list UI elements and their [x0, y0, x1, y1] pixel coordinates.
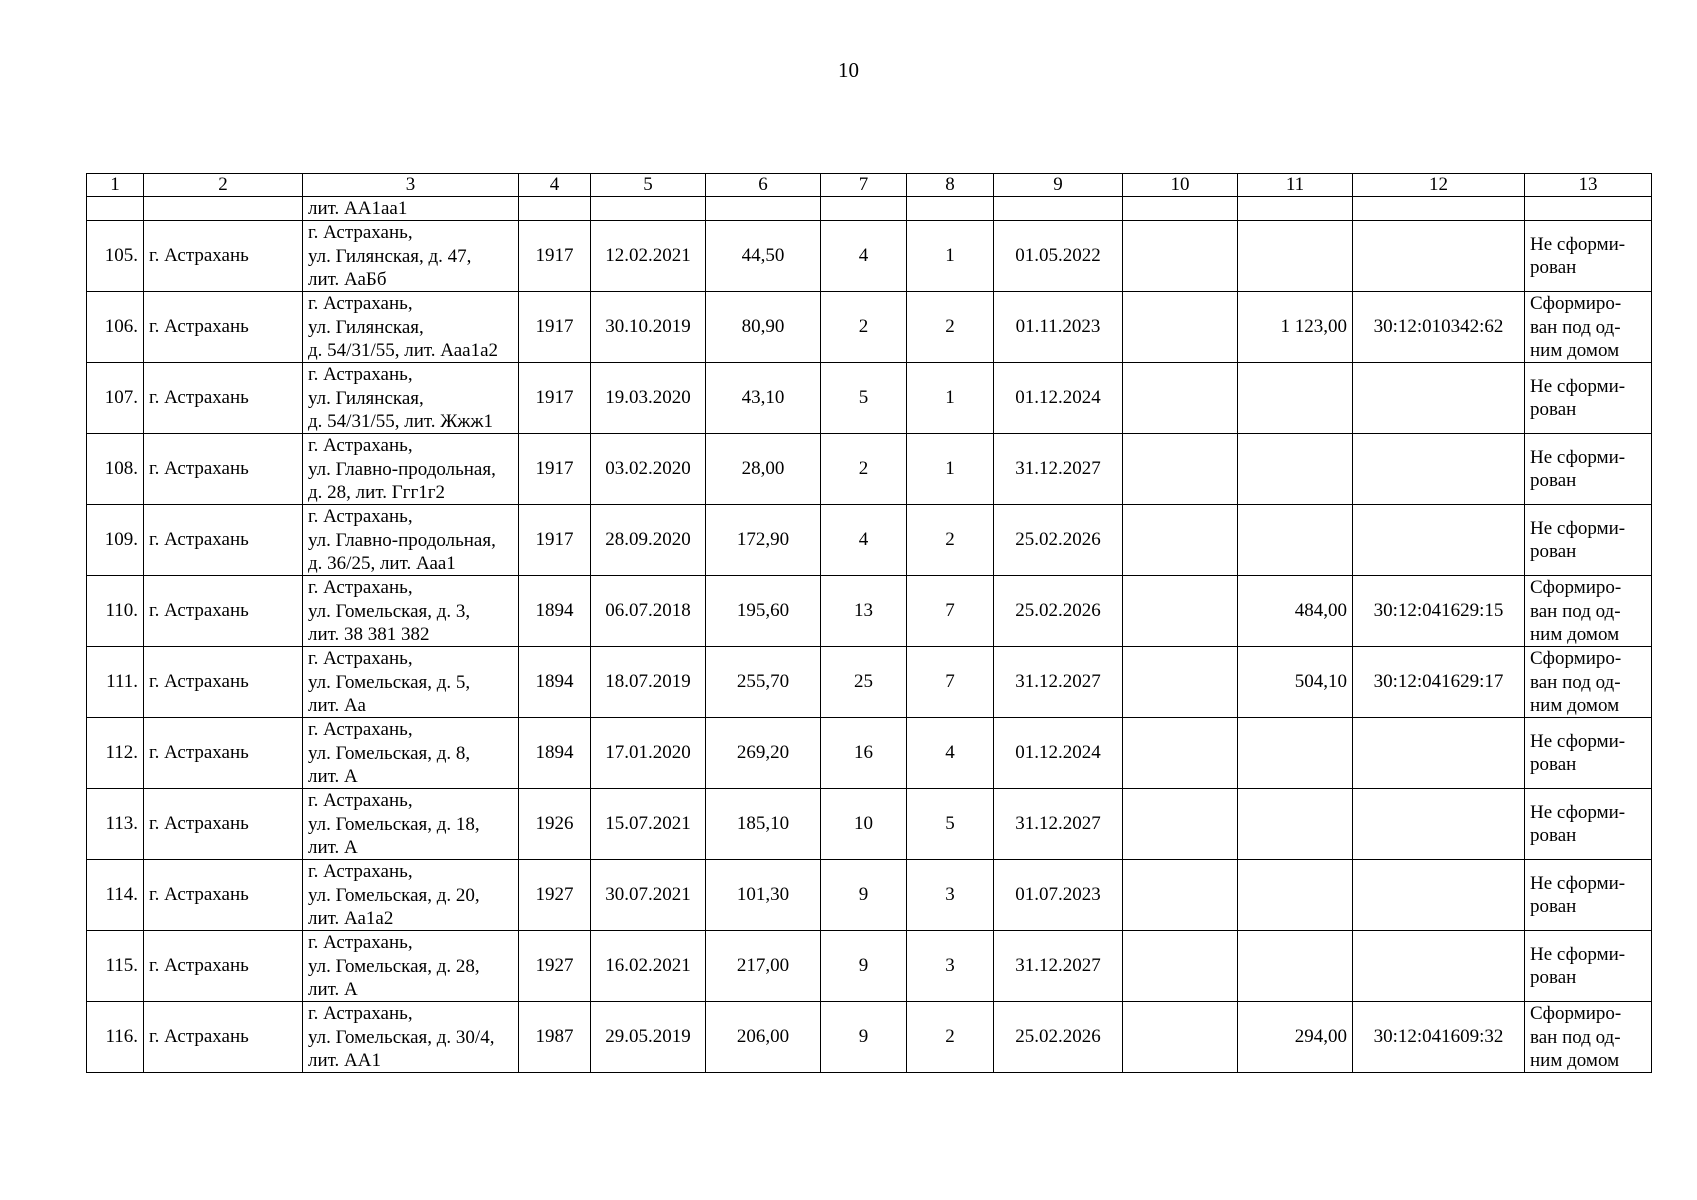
address-cell: г. Астрахань, ул. Главно-продольная, д. 36/25, лит. Ааа1: [303, 505, 519, 576]
address-cell: г. Астрахань, ул. Гилянская, д. 54/31/55, лит. Жжж1: [303, 363, 519, 434]
cadastral-number-cell: 30:12:041609:32: [1353, 1002, 1525, 1073]
year-built-cell: 1917: [519, 292, 591, 363]
recognition-date-cell: 06.07.2018: [591, 576, 706, 647]
cadastral-number-cell: [1353, 718, 1525, 789]
resettlement-deadline-cell: 01.07.2023: [994, 860, 1123, 931]
land-status-cell: Не сформи- рован: [1525, 718, 1652, 789]
column-10-cell: [1123, 363, 1238, 434]
resettlement-deadline-cell: 31.12.2027: [994, 647, 1123, 718]
land-area-cell: 294,00: [1238, 1002, 1353, 1073]
land-status-cell: Не сформи- рован: [1525, 434, 1652, 505]
table-row: [87, 434, 1652, 505]
land-area-cell: 1 123,00: [1238, 292, 1353, 363]
column-header: 6: [706, 174, 821, 197]
residents-count-cell: 16: [821, 718, 907, 789]
column-header: 1: [87, 174, 144, 197]
apartments-count-cell: 1: [907, 363, 994, 434]
area-cell: 185,10: [706, 789, 821, 860]
city-cell: г. Астрахань: [144, 576, 303, 647]
apartments-count-cell: 5: [907, 789, 994, 860]
land-status-cell: Не сформи- рован: [1525, 860, 1652, 931]
year-built-cell: 1926: [519, 789, 591, 860]
residents-count-cell: 2: [821, 434, 907, 505]
cadastral-number-cell: 30:12:041629:15: [1353, 576, 1525, 647]
resettlement-deadline-cell: 31.12.2027: [994, 434, 1123, 505]
apartments-count-cell: 7: [907, 647, 994, 718]
cadastral-number-cell: 30:12:010342:62: [1353, 292, 1525, 363]
city-cell: г. Астрахань: [144, 221, 303, 292]
table-row: [87, 292, 1652, 363]
city-cell: г. Астрахань: [144, 363, 303, 434]
column-10-cell: [1123, 1002, 1238, 1073]
city-cell: г. Астрахань: [144, 860, 303, 931]
table-row: [87, 718, 1652, 789]
land-area-cell: [1238, 718, 1353, 789]
resettlement-deadline-cell: 01.12.2024: [994, 363, 1123, 434]
column-header: 3: [303, 174, 519, 197]
resettlement-deadline-cell: 01.12.2024: [994, 718, 1123, 789]
residents-count-cell: 9: [821, 860, 907, 931]
table-row: [87, 1002, 1652, 1073]
column-10-cell: [1123, 789, 1238, 860]
cadastral-number-cell: [1353, 789, 1525, 860]
resettlement-deadline-cell: 25.02.2026: [994, 1002, 1123, 1073]
column-10-cell: [1123, 505, 1238, 576]
table-row: [87, 505, 1652, 576]
apartments-count-cell: 1: [907, 434, 994, 505]
address-cell: г. Астрахань, ул. Главно-продольная, д. 28, лит. Ггг1г2: [303, 434, 519, 505]
resettlement-deadline-cell: 01.05.2022: [994, 221, 1123, 292]
year-built-cell: 1894: [519, 576, 591, 647]
land-area-cell: [1238, 860, 1353, 931]
table-row: [87, 931, 1652, 1002]
residents-count-cell: 4: [821, 221, 907, 292]
cadastral-number-cell: [1353, 505, 1525, 576]
land-status-cell: Не сформи- рован: [1525, 789, 1652, 860]
residents-count-cell: 4: [821, 505, 907, 576]
column-header: 5: [591, 174, 706, 197]
land-area-cell: [1238, 789, 1353, 860]
apartments-count-cell: 2: [907, 505, 994, 576]
row-number-cell: 111.: [87, 647, 144, 718]
row-number-cell: 113.: [87, 789, 144, 860]
row-number-cell: 114.: [87, 860, 144, 931]
row-number-cell: 116.: [87, 1002, 144, 1073]
table-row: [87, 860, 1652, 931]
table-row: [87, 576, 1652, 647]
address-cell: г. Астрахань, ул. Гомельская, д. 5, лит. Аа: [303, 647, 519, 718]
recognition-date-cell: 19.03.2020: [591, 363, 706, 434]
column-header: 4: [519, 174, 591, 197]
column-10-cell: [1123, 576, 1238, 647]
land-area-cell: [1238, 221, 1353, 292]
apartments-count-cell: 2: [907, 1002, 994, 1073]
column-header: 12: [1353, 174, 1525, 197]
area-cell: 195,60: [706, 576, 821, 647]
year-built-cell: 1917: [519, 363, 591, 434]
land-status-cell: Сформиро- ван под од- ним домом: [1525, 647, 1652, 718]
residents-count-cell: 5: [821, 363, 907, 434]
residents-count-cell: 2: [821, 292, 907, 363]
residents-count-cell: 9: [821, 931, 907, 1002]
column-header: 10: [1123, 174, 1238, 197]
residents-count-cell: 13: [821, 576, 907, 647]
city-cell: г. Астрахань: [144, 931, 303, 1002]
area-cell: 255,70: [706, 647, 821, 718]
table-row: [87, 789, 1652, 860]
area-cell: 44,50: [706, 221, 821, 292]
address-cell: г. Астрахань, ул. Гомельская, д. 8, лит. А: [303, 718, 519, 789]
land-area-cell: [1238, 931, 1353, 1002]
address-cell: г. Астрахань, ул. Гомельская, д. 28, лит. А: [303, 931, 519, 1002]
table-row: [87, 363, 1652, 434]
continuation-row: [87, 197, 1652, 221]
area-cell: 217,00: [706, 931, 821, 1002]
row-number-cell: 105.: [87, 221, 144, 292]
land-status-cell: Не сформи- рован: [1525, 221, 1652, 292]
column-header: 11: [1238, 174, 1353, 197]
land-status-cell: Не сформи- рован: [1525, 363, 1652, 434]
area-cell: 269,20: [706, 718, 821, 789]
housing-registry-table: [86, 173, 1652, 1073]
recognition-date-cell: 28.09.2020: [591, 505, 706, 576]
city-cell: г. Астрахань: [144, 647, 303, 718]
row-number-cell: 107.: [87, 363, 144, 434]
address-cell: г. Астрахань, ул. Гомельская, д. 18, лит. А: [303, 789, 519, 860]
area-cell: 206,00: [706, 1002, 821, 1073]
land-status-cell: Сформиро- ван под од- ним домом: [1525, 1002, 1652, 1073]
column-header: 7: [821, 174, 907, 197]
column-header: 8: [907, 174, 994, 197]
city-cell: г. Астрахань: [144, 292, 303, 363]
row-number-cell: 106.: [87, 292, 144, 363]
resettlement-deadline-cell: 25.02.2026: [994, 576, 1123, 647]
year-built-cell: 1894: [519, 647, 591, 718]
column-10-cell: [1123, 434, 1238, 505]
column-number-header-row: [87, 174, 1652, 197]
page-number: 10: [838, 58, 859, 82]
city-cell: г. Астрахань: [144, 505, 303, 576]
year-built-cell: 1917: [519, 505, 591, 576]
area-cell: 101,30: [706, 860, 821, 931]
row-number-cell: 115.: [87, 931, 144, 1002]
recognition-date-cell: 16.02.2021: [591, 931, 706, 1002]
cadastral-number-cell: [1353, 221, 1525, 292]
recognition-date-cell: 12.02.2021: [591, 221, 706, 292]
column-10-cell: [1123, 718, 1238, 789]
row-number-cell: 110.: [87, 576, 144, 647]
land-area-cell: [1238, 434, 1353, 505]
apartments-count-cell: 4: [907, 718, 994, 789]
table-row: [87, 221, 1652, 292]
column-10-cell: [1123, 292, 1238, 363]
row-number-cell: 109.: [87, 505, 144, 576]
address-cell: лит. АА1аа1: [303, 197, 519, 221]
area-cell: 43,10: [706, 363, 821, 434]
apartments-count-cell: 2: [907, 292, 994, 363]
area-cell: 172,90: [706, 505, 821, 576]
column-10-cell: [1123, 221, 1238, 292]
land-status-cell: Сформиро- ван под од- ним домом: [1525, 292, 1652, 363]
address-cell: г. Астрахань, ул. Гилянская, д. 47, лит. АаБб: [303, 221, 519, 292]
apartments-count-cell: 7: [907, 576, 994, 647]
land-area-cell: 504,10: [1238, 647, 1353, 718]
resettlement-deadline-cell: 01.11.2023: [994, 292, 1123, 363]
cadastral-number-cell: [1353, 363, 1525, 434]
row-number-cell: 108.: [87, 434, 144, 505]
residents-count-cell: 25: [821, 647, 907, 718]
column-header: 9: [994, 174, 1123, 197]
recognition-date-cell: 17.01.2020: [591, 718, 706, 789]
column-header: 13: [1525, 174, 1652, 197]
cadastral-number-cell: [1353, 860, 1525, 931]
year-built-cell: 1927: [519, 860, 591, 931]
residents-count-cell: 10: [821, 789, 907, 860]
recognition-date-cell: 30.07.2021: [591, 860, 706, 931]
address-cell: г. Астрахань, ул. Гомельская, д. 30/4, лит. АА1: [303, 1002, 519, 1073]
apartments-count-cell: 3: [907, 931, 994, 1002]
land-area-cell: [1238, 505, 1353, 576]
city-cell: г. Астрахань: [144, 789, 303, 860]
column-10-cell: [1123, 647, 1238, 718]
land-area-cell: [1238, 363, 1353, 434]
recognition-date-cell: 03.02.2020: [591, 434, 706, 505]
year-built-cell: 1917: [519, 434, 591, 505]
recognition-date-cell: 18.07.2019: [591, 647, 706, 718]
year-built-cell: 1894: [519, 718, 591, 789]
city-cell: г. Астрахань: [144, 718, 303, 789]
area-cell: 28,00: [706, 434, 821, 505]
address-cell: г. Астрахань, ул. Гомельская, д. 20, лит. Аа1а2: [303, 860, 519, 931]
resettlement-deadline-cell: 25.02.2026: [994, 505, 1123, 576]
apartments-count-cell: 1: [907, 221, 994, 292]
year-built-cell: 1927: [519, 931, 591, 1002]
cadastral-number-cell: [1353, 434, 1525, 505]
column-10-cell: [1123, 860, 1238, 931]
row-number-cell: 112.: [87, 718, 144, 789]
address-cell: г. Астрахань, ул. Гомельская, д. 3, лит. 38 381 382: [303, 576, 519, 647]
cadastral-number-cell: 30:12:041629:17: [1353, 647, 1525, 718]
recognition-date-cell: 29.05.2019: [591, 1002, 706, 1073]
recognition-date-cell: 30.10.2019: [591, 292, 706, 363]
address-cell: г. Астрахань, ул. Гилянская, д. 54/31/55, лит. Ааа1а2: [303, 292, 519, 363]
land-status-cell: Не сформи- рован: [1525, 931, 1652, 1002]
resettlement-deadline-cell: 31.12.2027: [994, 789, 1123, 860]
table-row: [87, 647, 1652, 718]
year-built-cell: 1917: [519, 221, 591, 292]
land-status-cell: Не сформи- рован: [1525, 505, 1652, 576]
city-cell: г. Астрахань: [144, 434, 303, 505]
land-area-cell: 484,00: [1238, 576, 1353, 647]
recognition-date-cell: 15.07.2021: [591, 789, 706, 860]
apartments-count-cell: 3: [907, 860, 994, 931]
cadastral-number-cell: [1353, 931, 1525, 1002]
area-cell: 80,90: [706, 292, 821, 363]
resettlement-deadline-cell: 31.12.2027: [994, 931, 1123, 1002]
year-built-cell: 1987: [519, 1002, 591, 1073]
residents-count-cell: 9: [821, 1002, 907, 1073]
city-cell: г. Астрахань: [144, 1002, 303, 1073]
column-header: 2: [144, 174, 303, 197]
column-10-cell: [1123, 931, 1238, 1002]
land-status-cell: Сформиро- ван под од- ним домом: [1525, 576, 1652, 647]
